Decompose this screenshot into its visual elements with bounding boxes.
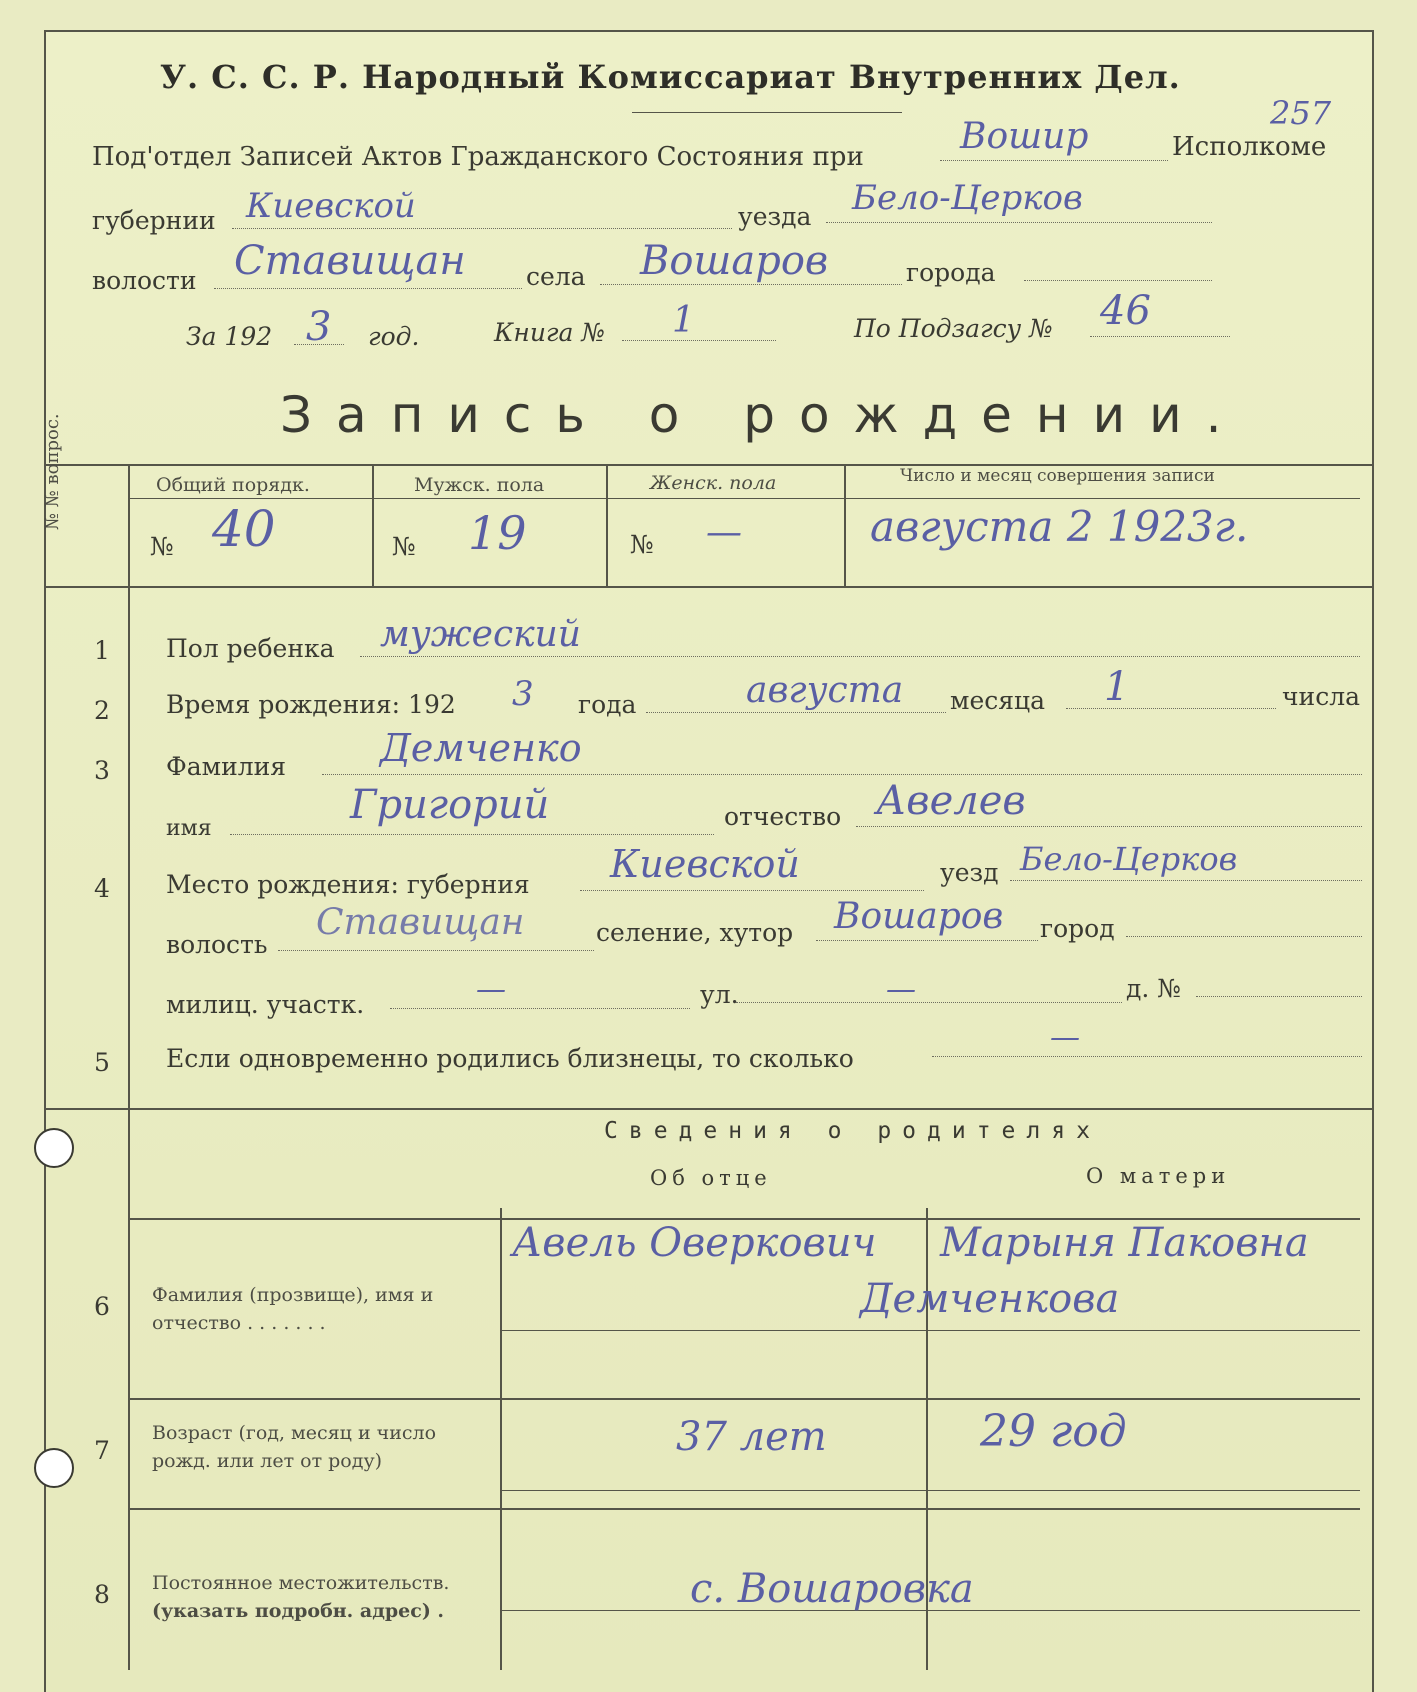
register-col-divider bbox=[606, 464, 608, 586]
book-label: Книга № bbox=[494, 318, 606, 347]
patronymic-label: отчество bbox=[724, 802, 842, 831]
name-line bbox=[230, 834, 714, 835]
bp-volost-line bbox=[278, 950, 594, 951]
bp-selo-line bbox=[816, 940, 1038, 941]
gorod-line bbox=[1024, 280, 1212, 281]
title-rule bbox=[632, 112, 902, 113]
bp-gubernia-value: Киевской bbox=[610, 842, 800, 886]
parents-top-rule bbox=[44, 1108, 1372, 1110]
sex-line bbox=[360, 656, 1360, 657]
birth-month-value: августа bbox=[746, 670, 904, 711]
punch-hole bbox=[34, 1128, 74, 1168]
twins-label: Если одновременно родились близнецы, то сколько bbox=[166, 1044, 854, 1073]
gubernia-label: губернии bbox=[92, 206, 216, 235]
bp-selo-label: селение, хутор bbox=[596, 918, 794, 947]
register-col-divider bbox=[372, 464, 374, 586]
patronymic-value: Авелев bbox=[876, 778, 1026, 824]
street-value: — bbox=[886, 972, 916, 1007]
birth-year-suffix: года bbox=[578, 690, 637, 719]
question-number: 2 bbox=[94, 696, 110, 725]
col-prefix-general: № bbox=[150, 532, 174, 561]
podzagus-value: 46 bbox=[1100, 288, 1151, 334]
militia-value: — bbox=[476, 972, 506, 1007]
year-suffix: год. bbox=[368, 322, 420, 351]
subdept-label: Под'отдел Записей Актов Гражданского Состояния при bbox=[92, 142, 864, 172]
corner-note: 257 bbox=[1270, 94, 1332, 132]
mother-col-header: О матери bbox=[1086, 1164, 1231, 1188]
bp-uezd-value: Бело-Церков bbox=[1020, 840, 1238, 878]
birth-month-line bbox=[646, 712, 946, 713]
gorod-label: города bbox=[906, 258, 996, 287]
row-label: отчество . . . . . . . bbox=[152, 1312, 326, 1334]
register-bottom-rule bbox=[44, 586, 1372, 588]
row-label: рожд. или лет от роду) bbox=[152, 1450, 383, 1472]
sex-value: мужеский bbox=[380, 614, 581, 655]
bp-selo-value: Вошаров bbox=[834, 896, 1004, 937]
record-title: Запись о рождении. bbox=[280, 386, 1246, 444]
volost-line bbox=[214, 288, 522, 289]
punch-hole bbox=[34, 1448, 74, 1488]
mother-name-value: Марыня Паковна bbox=[940, 1220, 1309, 1266]
col-header-male: Мужск. пола bbox=[414, 474, 545, 496]
register-col-divider bbox=[844, 464, 846, 586]
twins-line bbox=[932, 1056, 1362, 1057]
gubernia-line bbox=[232, 228, 732, 229]
col-header-female: Женск. пола bbox=[650, 472, 777, 494]
parents-row-rule bbox=[130, 1508, 1360, 1510]
bp-gubernia-line bbox=[580, 890, 924, 891]
house-line bbox=[1196, 996, 1362, 997]
selo-value: Вошаров bbox=[640, 238, 829, 284]
bp-volost-label: волость bbox=[166, 930, 268, 959]
name-value: Григорий bbox=[350, 782, 550, 828]
bp-uezd-line bbox=[1010, 880, 1362, 881]
row-label: Фамилия (прозвище), имя и bbox=[152, 1284, 434, 1306]
subdept-line bbox=[940, 160, 1168, 161]
col-value-male: 19 bbox=[468, 506, 527, 560]
col-prefix-female: № bbox=[630, 530, 654, 559]
question-number: 4 bbox=[94, 874, 110, 903]
vopros-label: № № вопрос. bbox=[42, 413, 63, 530]
volost-label: волости bbox=[92, 266, 197, 295]
bp-uezd-label: уезд bbox=[940, 858, 999, 887]
house-label: д. № bbox=[1126, 974, 1181, 1003]
birthplace-label: Место рождения: губерния bbox=[166, 870, 530, 899]
birth-year-value: 3 bbox=[512, 674, 534, 714]
bp-gorod-line bbox=[1126, 936, 1362, 937]
patronymic-line bbox=[856, 826, 1362, 827]
gubernia-value: Киевской bbox=[246, 186, 416, 226]
residence-value: с. Вошаровка bbox=[690, 1566, 974, 1612]
question-number: 3 bbox=[94, 756, 110, 785]
question-number: 7 bbox=[94, 1436, 110, 1465]
birth-label: Время рождения: 192 bbox=[166, 690, 456, 719]
row-label: Возраст (год, месяц и число bbox=[152, 1422, 437, 1444]
father-row-mid-rule bbox=[502, 1490, 1360, 1491]
row-label: Постоянное местожительств. bbox=[152, 1572, 450, 1594]
mother-age-value: 29 год bbox=[980, 1406, 1127, 1457]
father-age-value: 37 лет bbox=[676, 1414, 827, 1460]
parents-row-rule bbox=[130, 1398, 1360, 1400]
selo-label: села bbox=[526, 262, 586, 291]
surname-line bbox=[322, 774, 1362, 775]
month-label: месяца bbox=[950, 686, 1045, 715]
col-header-general: Общий порядк. bbox=[156, 474, 310, 496]
street-line bbox=[736, 1002, 1122, 1003]
sex-label: Пол ребенка bbox=[166, 634, 335, 663]
register-col-divider bbox=[128, 464, 130, 1670]
subdept-value: Вошир bbox=[960, 116, 1089, 157]
question-number: 8 bbox=[94, 1580, 110, 1609]
podzagus-label: По Подзагсу № bbox=[854, 314, 1053, 343]
question-number: 5 bbox=[94, 1048, 110, 1077]
birth-day-value: 1 bbox=[1104, 664, 1130, 710]
ministry-title: У. С. С. Р. Народный Комиссариат Внутренних Дел. bbox=[160, 58, 1181, 96]
day-label: числа bbox=[1282, 682, 1360, 711]
birth-day-line bbox=[1066, 708, 1276, 709]
volost-value: Ставищан bbox=[234, 238, 466, 284]
uezd-line bbox=[826, 222, 1212, 223]
father-col-header: Об отце bbox=[650, 1166, 772, 1190]
question-number: 1 bbox=[94, 636, 110, 665]
col-prefix-male: № bbox=[392, 532, 416, 561]
parents-title: Сведения о родителях bbox=[604, 1118, 1101, 1144]
year-value: 3 bbox=[306, 304, 332, 350]
register-header-rule bbox=[130, 498, 1360, 499]
bp-gorod-label: город bbox=[1040, 914, 1115, 943]
podzagus-line bbox=[1090, 336, 1230, 337]
name-label: имя bbox=[166, 816, 212, 841]
col-value-general: 40 bbox=[212, 500, 276, 558]
uezd-label: уезда bbox=[738, 202, 812, 231]
book-line bbox=[622, 340, 776, 341]
militia-label: милиц. участк. bbox=[166, 990, 365, 1019]
twins-value: — bbox=[1050, 1020, 1080, 1055]
uezd-value: Бело-Церков bbox=[852, 178, 1083, 218]
selo-line bbox=[600, 284, 902, 285]
bp-volost-value: Ставищан bbox=[316, 902, 525, 943]
year-prefix: За 192 bbox=[186, 322, 273, 351]
book-value: 1 bbox=[672, 300, 695, 341]
parents-col-divider bbox=[500, 1208, 502, 1670]
mother-surname-value: Демченкова bbox=[860, 1276, 1120, 1322]
col-header-date: Число и месяц совершения записи bbox=[900, 466, 1215, 486]
col-value-female: — bbox=[706, 512, 742, 553]
street-label: ул. bbox=[700, 980, 739, 1009]
row-label: (указать подробн. адрес) . bbox=[152, 1600, 445, 1622]
father-row-mid-rule bbox=[502, 1330, 1360, 1331]
question-number: 6 bbox=[94, 1292, 110, 1321]
col-value-date: августа 2 1923г. bbox=[870, 502, 1249, 551]
militia-line bbox=[390, 1008, 690, 1009]
surname-value: Демченко bbox=[380, 726, 582, 770]
subdept-suffix: Исполкоме bbox=[1172, 132, 1327, 162]
surname-label: Фамилия bbox=[166, 752, 287, 781]
father-name-value: Авель Оверкович bbox=[512, 1220, 877, 1266]
